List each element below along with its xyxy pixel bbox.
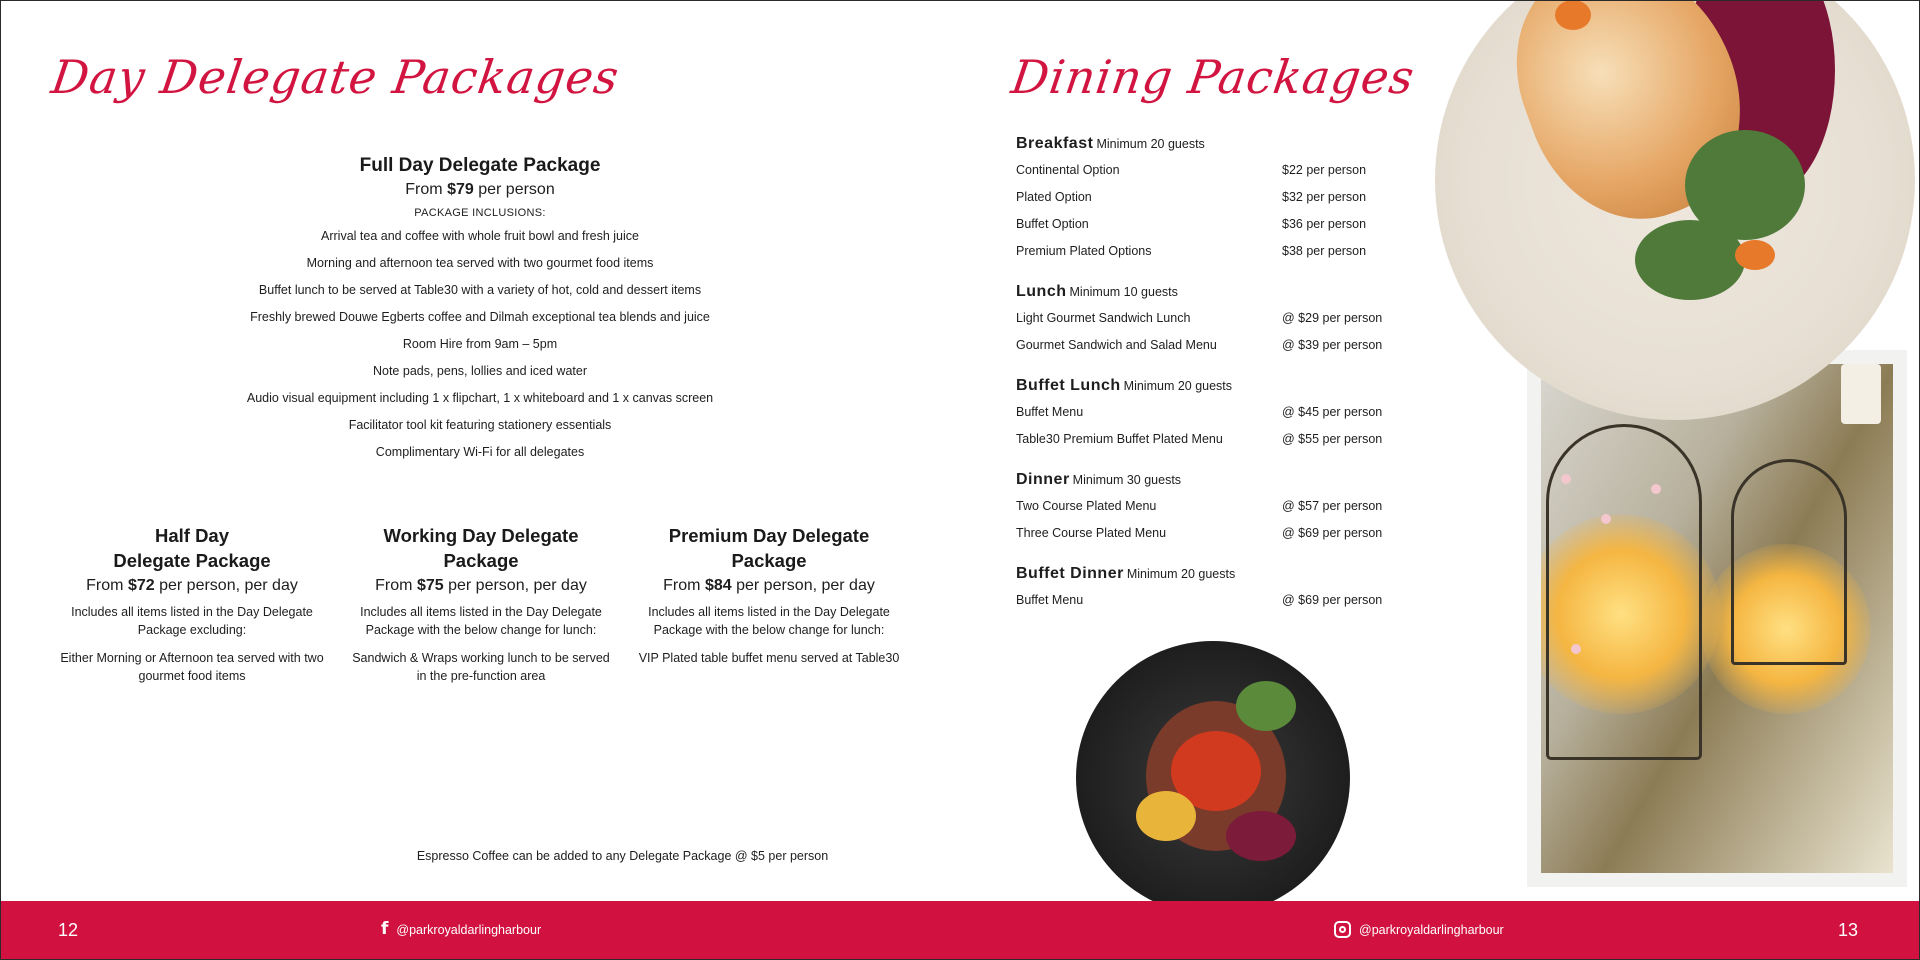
menu-row bbox=[1016, 587, 1396, 614]
instagram-link[interactable] bbox=[1334, 921, 1504, 938]
menu-item-price: @ $39 per person bbox=[1282, 338, 1383, 352]
price-prefix: From bbox=[405, 181, 443, 198]
heading-line: Package bbox=[731, 550, 807, 571]
menu-row bbox=[1016, 238, 1396, 265]
food-piece bbox=[1236, 681, 1296, 731]
menu-item-price: @ $45 per person bbox=[1282, 405, 1383, 419]
inclusion-item: Freshly brewed Douwe Egberts coffee and Dilmah exceptional tea blends and juice bbox=[250, 310, 710, 324]
menu-item-price: @ $57 per person bbox=[1282, 499, 1383, 513]
menu-item-price: @ $55 per person bbox=[1282, 432, 1383, 446]
menu-item-name: Plated Option bbox=[1016, 190, 1092, 204]
category-heading bbox=[1016, 133, 1396, 155]
menu-item-name: Three Course Plated Menu bbox=[1016, 526, 1167, 540]
half-day-package bbox=[57, 523, 327, 695]
menu-item-name: Continental Option bbox=[1016, 163, 1120, 177]
menu-row bbox=[1016, 305, 1396, 332]
package-description: Includes all items listed in the Day Delegate Package excluding: bbox=[71, 605, 313, 637]
full-day-package bbox=[180, 155, 780, 466]
package-price bbox=[346, 577, 616, 595]
menu-item-price: $36 per person bbox=[1282, 217, 1367, 231]
menu-row bbox=[1016, 184, 1396, 211]
facebook-icon: f bbox=[381, 919, 389, 939]
heading-line: Premium Day Delegate bbox=[668, 525, 870, 546]
heading-line: Half Day bbox=[154, 525, 230, 546]
full-day-price bbox=[180, 181, 780, 199]
menu-row bbox=[1016, 426, 1396, 453]
page-number-left: 12 bbox=[58, 920, 79, 940]
category-name: Buffet Lunch bbox=[1016, 377, 1121, 394]
blossom bbox=[1651, 484, 1661, 494]
carrot bbox=[1555, 0, 1591, 30]
carrot bbox=[1735, 240, 1775, 270]
package-change: VIP Plated table buffet menu served at Table30 bbox=[638, 651, 900, 665]
price-amount: $75 bbox=[416, 577, 444, 594]
page-number-right: 13 bbox=[1838, 920, 1859, 940]
package-heading bbox=[57, 523, 327, 573]
menu-item-price: @ $69 per person bbox=[1282, 593, 1383, 607]
menu-item-name: Light Gourmet Sandwich Lunch bbox=[1016, 311, 1191, 325]
birdcage-candles-photo bbox=[1527, 350, 1907, 887]
food-piece bbox=[1136, 791, 1196, 841]
dining-category-buffet-dinner bbox=[1016, 563, 1396, 614]
menu-row bbox=[1016, 211, 1396, 238]
menu-item-name: Buffet Menu bbox=[1016, 593, 1084, 607]
category-minimum: Minimum 20 guests bbox=[1126, 567, 1236, 581]
candle bbox=[1841, 364, 1881, 424]
category-heading bbox=[1016, 281, 1396, 303]
menu-item-price: $38 per person bbox=[1282, 244, 1367, 258]
full-day-heading: Full Day Delegate Package bbox=[359, 155, 601, 176]
package-change: Either Morning or Afternoon tea served with two gourmet food items bbox=[60, 651, 324, 683]
dining-packages-title: Dining Packages bbox=[1008, 50, 1419, 104]
category-heading bbox=[1016, 375, 1396, 397]
category-heading bbox=[1016, 469, 1396, 491]
dining-category-dinner bbox=[1016, 469, 1396, 547]
birdcage bbox=[1731, 459, 1847, 665]
menu-item-price: $32 per person bbox=[1282, 190, 1367, 204]
menu-item-price: @ $29 per person bbox=[1282, 311, 1383, 325]
inclusion-item: Room Hire from 9am – 5pm bbox=[402, 337, 558, 351]
facebook-handle: @parkroyaldarlingharbour bbox=[396, 922, 542, 937]
facebook-link[interactable] bbox=[381, 921, 541, 938]
instagram-handle: @parkroyaldarlingharbour bbox=[1359, 922, 1504, 937]
dining-category-breakfast bbox=[1016, 133, 1396, 265]
price-suffix: per person bbox=[478, 181, 555, 198]
premium-day-package bbox=[634, 523, 904, 677]
category-name: Lunch bbox=[1016, 283, 1067, 300]
inclusions-label: PACKAGE INCLUSIONS: bbox=[414, 207, 546, 219]
inclusions-list bbox=[180, 223, 780, 466]
inclusion-item: Note pads, pens, lollies and iced water bbox=[372, 364, 587, 378]
category-name: Buffet Dinner bbox=[1016, 565, 1124, 582]
menu-item-name: Two Course Plated Menu bbox=[1016, 499, 1157, 513]
package-heading bbox=[634, 523, 904, 573]
price-suffix: per person, per day bbox=[448, 577, 587, 594]
inclusion-item: Morning and afternoon tea served with two gourmet food items bbox=[306, 256, 654, 270]
menu-item-name: Table30 Premium Buffet Plated Menu bbox=[1016, 432, 1223, 446]
menu-row bbox=[1016, 520, 1396, 547]
inclusion-item: Facilitator tool kit featuring stationery essentials bbox=[348, 418, 612, 432]
instagram-icon bbox=[1334, 921, 1351, 938]
dining-category-buffet-lunch bbox=[1016, 375, 1396, 453]
footer-bar bbox=[0, 901, 1920, 960]
category-minimum: Minimum 10 guests bbox=[1069, 285, 1178, 299]
dining-list bbox=[1016, 133, 1396, 630]
blossom bbox=[1561, 474, 1571, 484]
menu-item-name: Buffet Menu bbox=[1016, 405, 1084, 419]
menu-item-name: Buffet Option bbox=[1016, 217, 1089, 231]
blossom bbox=[1601, 514, 1611, 524]
salad-dish-photo bbox=[1076, 641, 1350, 915]
price-prefix: From bbox=[663, 577, 701, 594]
salad-greens bbox=[1635, 220, 1745, 300]
menu-row bbox=[1016, 332, 1396, 359]
blossom bbox=[1571, 644, 1581, 654]
package-heading bbox=[346, 523, 616, 573]
menu-row bbox=[1016, 399, 1396, 426]
price-suffix: per person, per day bbox=[159, 577, 298, 594]
inclusion-item: Complimentary Wi-Fi for all delegates bbox=[375, 445, 585, 459]
package-change: Sandwich & Wraps working lunch to be served in the pre-function area bbox=[352, 651, 610, 683]
category-name: Dinner bbox=[1016, 471, 1070, 488]
package-price bbox=[634, 577, 904, 595]
heading-line: Package bbox=[443, 550, 519, 571]
inclusion-item: Buffet lunch to be served at Table30 with a variety of hot, cold and dessert items bbox=[258, 283, 702, 297]
category-minimum: Minimum 20 guests bbox=[1123, 379, 1233, 393]
price-prefix: From bbox=[375, 577, 413, 594]
inclusion-item: Audio visual equipment including 1 x flipchart, 1 x whiteboard and 1 x canvas screen bbox=[246, 391, 714, 405]
price-amount: $79 bbox=[447, 181, 474, 198]
day-delegate-title: Day Delegate Packages bbox=[48, 50, 623, 104]
price-amount: $72 bbox=[127, 577, 155, 594]
heading-line: Working Day Delegate bbox=[383, 525, 579, 546]
price-suffix: per person, per day bbox=[736, 577, 875, 594]
category-name: Breakfast bbox=[1016, 135, 1094, 152]
category-heading bbox=[1016, 563, 1396, 585]
inclusion-item: Arrival tea and coffee with whole fruit bowl and fresh juice bbox=[321, 229, 639, 243]
package-description: Includes all items listed in the Day Delegate Package with the below change for lunch: bbox=[360, 605, 602, 637]
working-day-package bbox=[346, 523, 616, 695]
espresso-note: Espresso Coffee can be added to any Delegate Package @ $5 per person bbox=[416, 848, 829, 863]
category-minimum: Minimum 20 guests bbox=[1096, 137, 1205, 151]
package-description: Includes all items listed in the Day Delegate Package with the below change for lunch: bbox=[648, 605, 890, 637]
menu-item-name: Gourmet Sandwich and Salad Menu bbox=[1016, 338, 1217, 352]
menu-item-price: @ $69 per person bbox=[1282, 526, 1383, 540]
category-minimum: Minimum 30 guests bbox=[1072, 473, 1182, 487]
food-piece bbox=[1226, 811, 1296, 861]
price-prefix: From bbox=[86, 577, 124, 594]
dining-category-lunch bbox=[1016, 281, 1396, 359]
menu-row bbox=[1016, 157, 1396, 184]
heading-line: Delegate Package bbox=[113, 550, 271, 571]
menu-item-name: Premium Plated Options bbox=[1016, 244, 1152, 258]
menu-row bbox=[1016, 493, 1396, 520]
package-price bbox=[57, 577, 327, 595]
price-amount: $84 bbox=[704, 577, 732, 594]
menu-item-price: $22 per person bbox=[1282, 163, 1367, 177]
